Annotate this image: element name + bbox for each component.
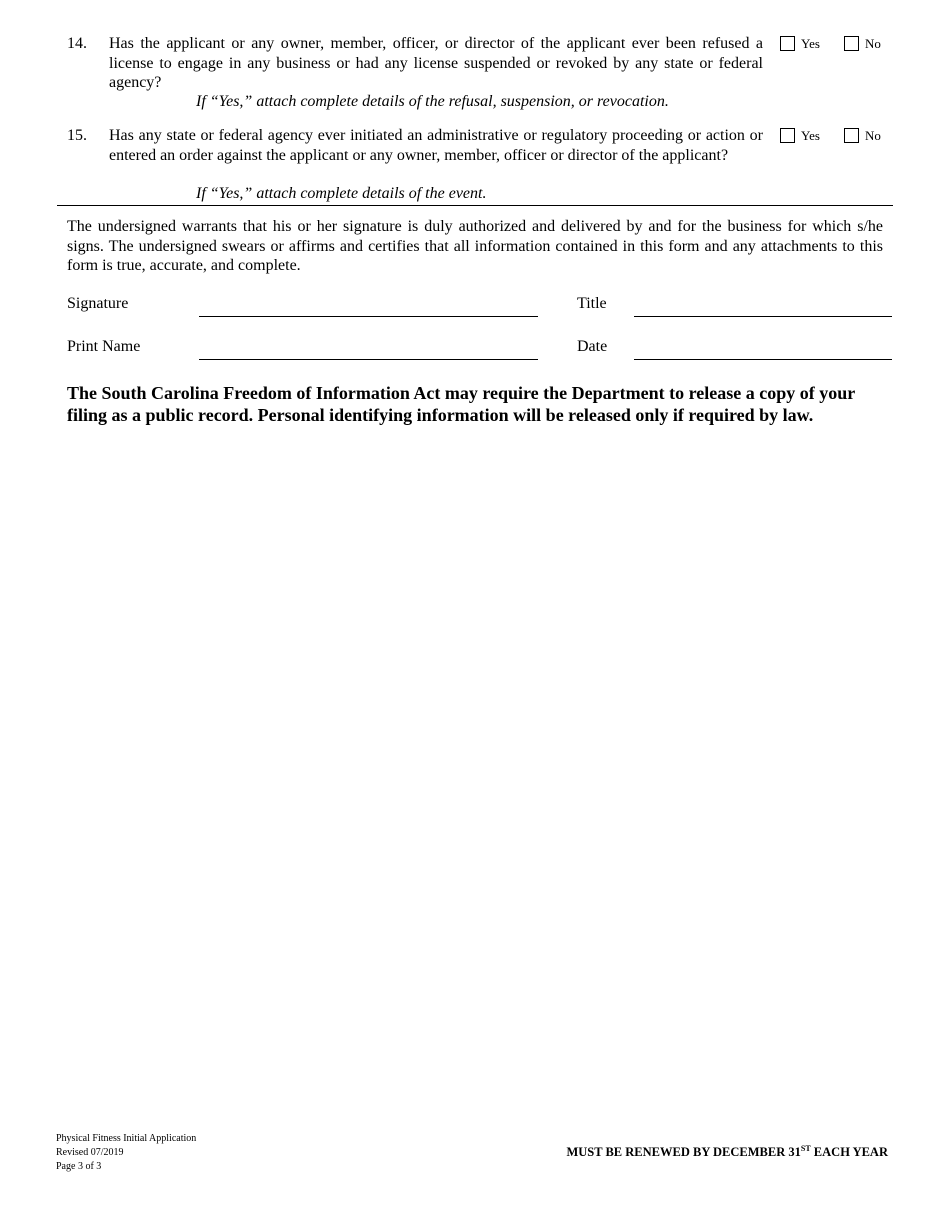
section-divider [57,205,893,206]
signature-field[interactable] [199,316,538,317]
print-name-field[interactable] [199,359,538,360]
question-text: Has any state or federal agency ever initiated an administrative or regulatory proceeding or action or entered an order against the applicant or any owner, member, officer or director of the applicant? [109,127,763,164]
no-label: No [865,127,881,143]
no-option[interactable] [844,34,881,53]
yes-option[interactable] [780,34,820,53]
date-field[interactable] [634,359,892,360]
print-name-label: Print Name [67,338,141,355]
yes-label: Yes [801,35,820,51]
signature-label: Signature [67,295,129,312]
yes-checkbox[interactable] [780,36,795,51]
question-number: 14. [67,35,87,52]
renewal-prefix: MUST BE RENEWED BY DECEMBER 31 [566,1145,801,1159]
footer-form-name: Physical Fitness Initial Application [56,1133,197,1144]
no-checkbox[interactable] [844,36,859,51]
no-option[interactable] [844,126,881,145]
date-label: Date [577,338,608,355]
footer-page-number: Page 3 of 3 [56,1161,102,1172]
footer-revised: Revised 07/2019 [56,1147,124,1158]
renewal-notice [566,1144,888,1160]
renewal-suffix: EACH YEAR [810,1145,888,1159]
yes-label: Yes [801,127,820,143]
title-field[interactable] [634,316,892,317]
question-note: If “Yes,” attach complete details of the event. [196,185,487,202]
declaration-text: The undersigned warrants that his or her signature is duly authorized and delivered by and for the business for which s/he signs. The undersigned swears or affirms and certifies that all information contained in this form and any attachments to this form is true, accurate, and complete. [67,218,883,274]
foia-notice: The South Carolina Freedom of Information Act may require the Department to release a copy of your filing as a public record. Personal identifying information will be released only if required by law. [67,383,855,425]
renewal-superscript: ST [800,1144,811,1153]
yes-option[interactable] [780,126,820,145]
no-checkbox[interactable] [844,128,859,143]
question-note: If “Yes,” attach complete details of the refusal, suspension, or revocation. [196,93,669,110]
title-label: Title [577,295,607,312]
question-number: 15. [67,127,87,144]
no-label: No [865,35,881,51]
question-text: Has the applicant or any owner, member, officer, or director of the applicant ever been refused a license to engage in any business or had any license suspended or revoked by any state or federal agency? [109,35,763,91]
yes-checkbox[interactable] [780,128,795,143]
footer-form-info [56,1132,196,1174]
